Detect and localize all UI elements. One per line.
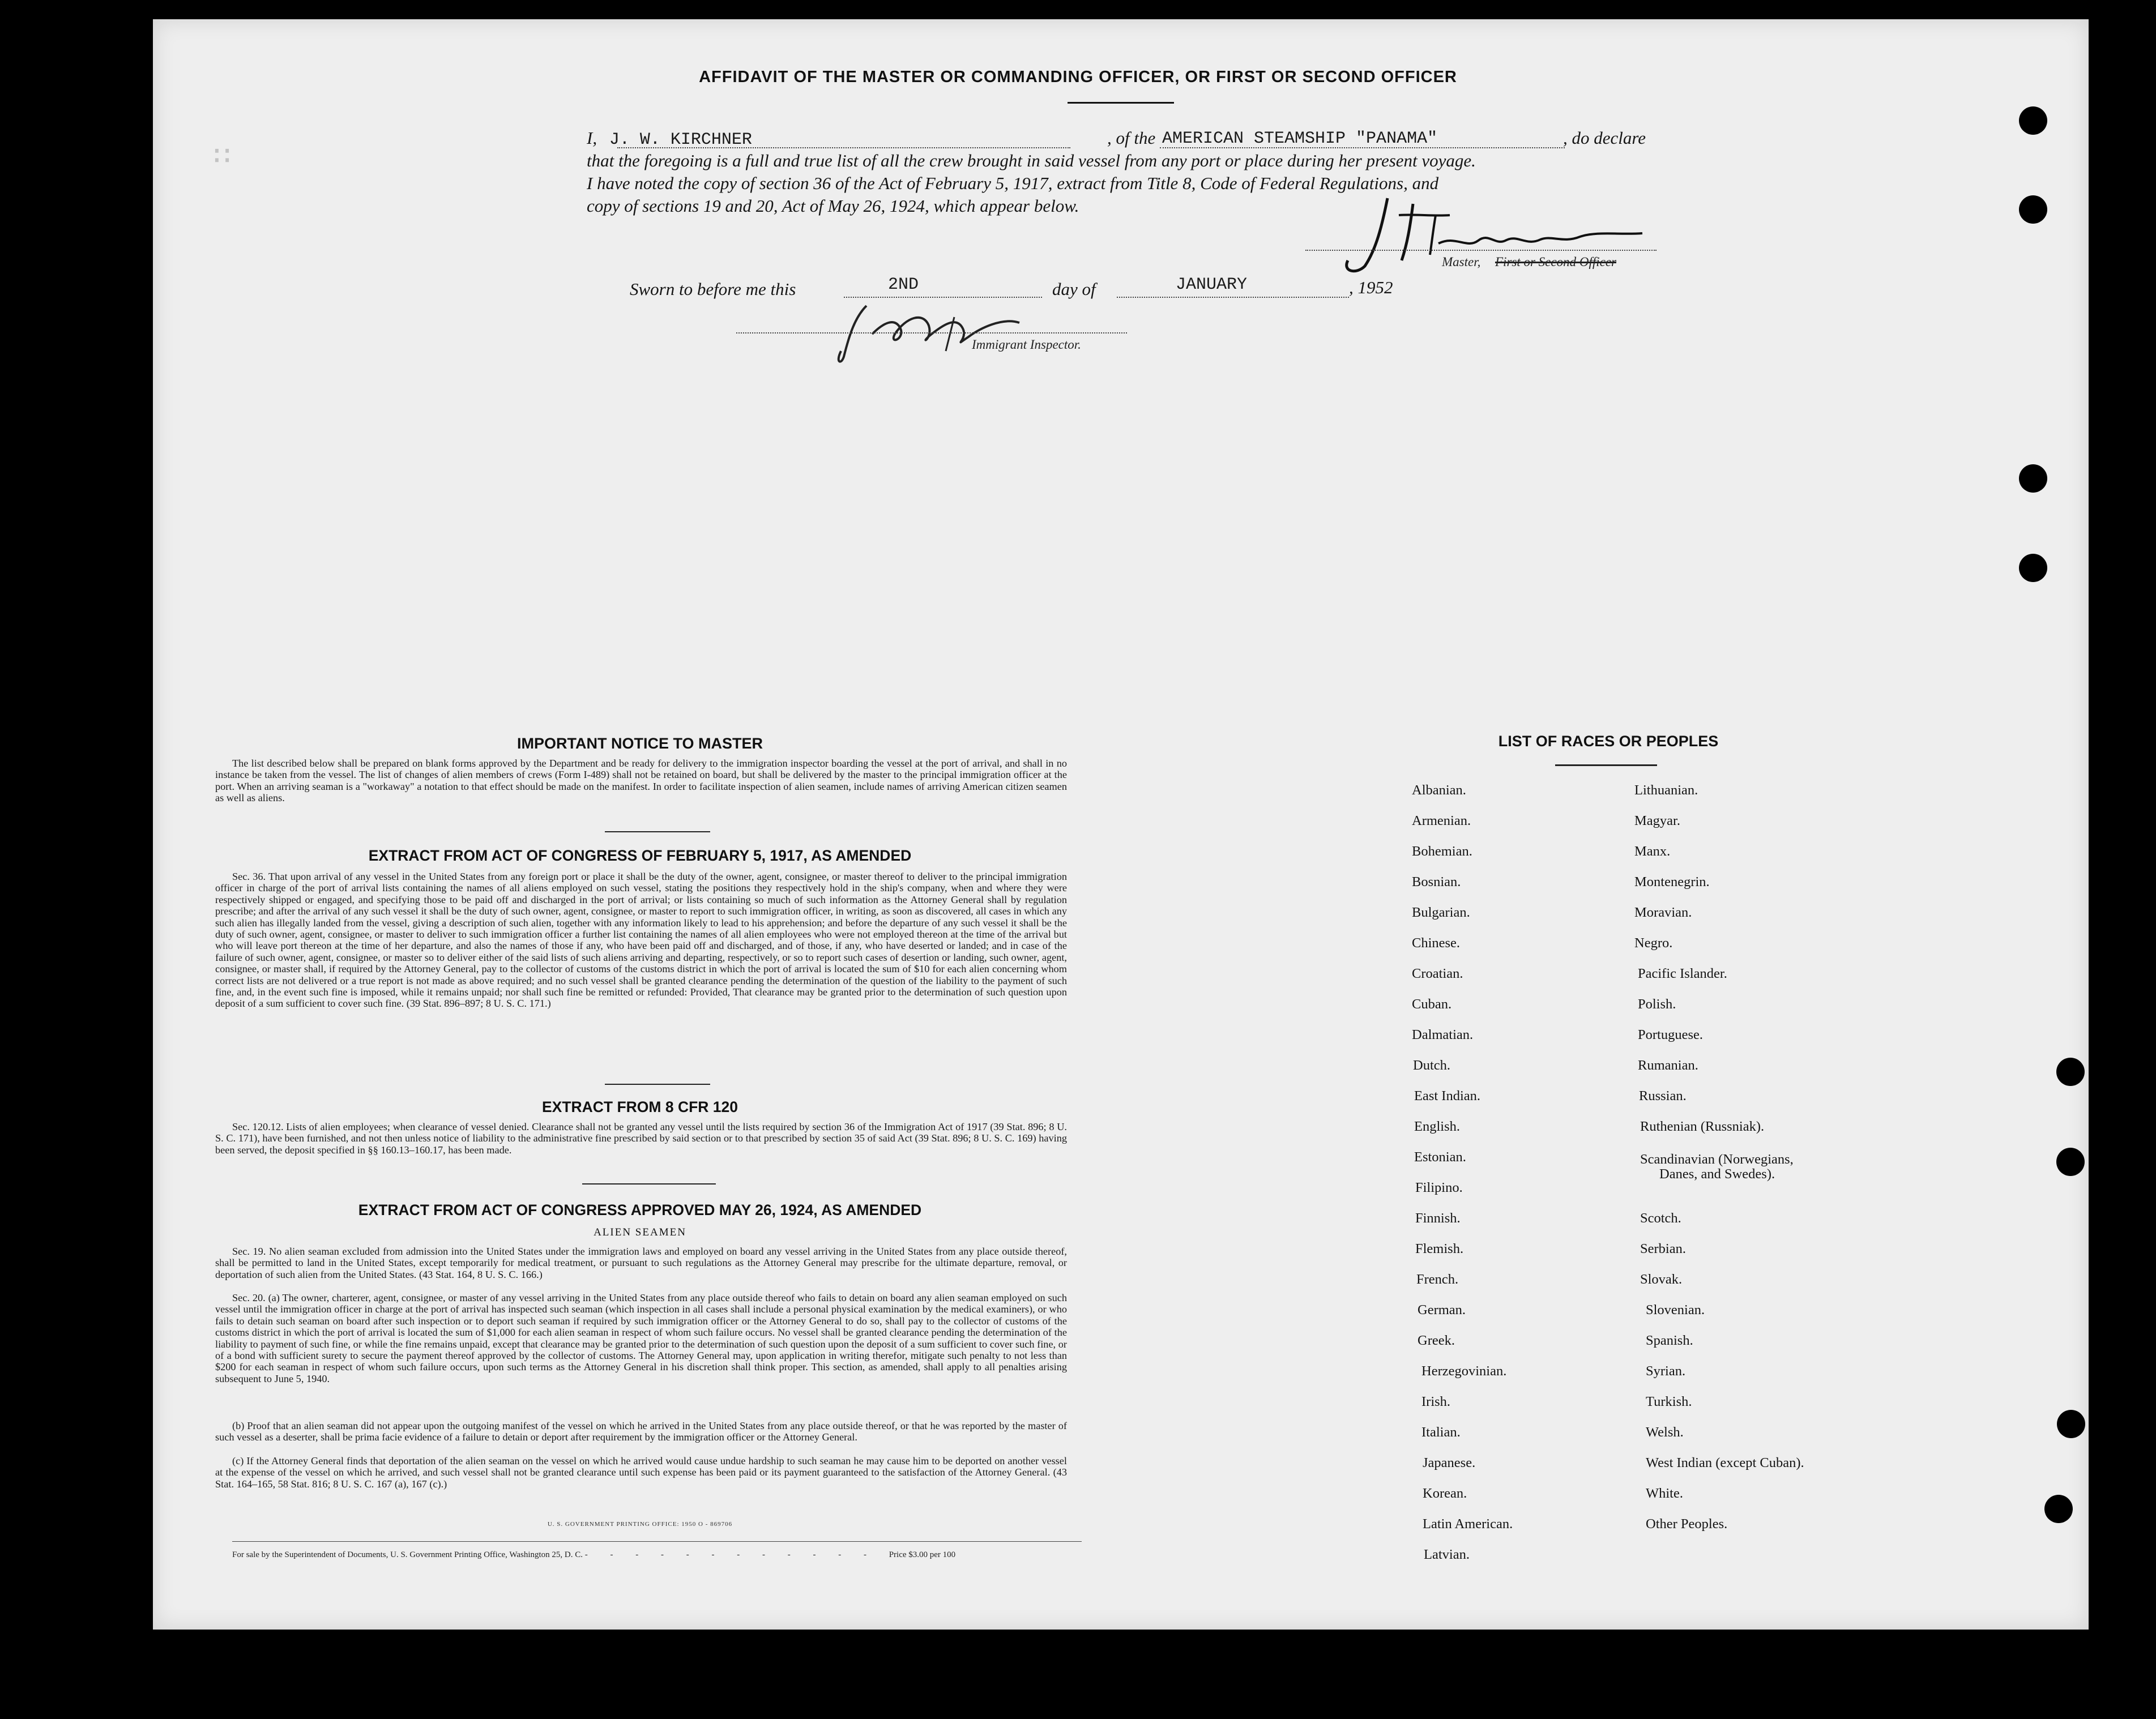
race-item: Croatian. [1412, 966, 1463, 981]
race-item: Magyar. [1634, 813, 1680, 828]
vessel-name: AMERICAN STEAMSHIP "PANAMA" [1162, 129, 1438, 148]
race-item: Scotch. [1640, 1211, 1681, 1226]
signature-line [736, 332, 1127, 333]
extract-1924-subtitle: ALIEN SEAMEN [594, 1226, 686, 1238]
affidavit-line-1-of: , of the [1107, 128, 1156, 148]
extract-cfr-body: Sec. 120.12. Lists of alien employees; when clearance of vessel denied. Clearance shall not be granted any vessel until the lists required by section 36 of the Immigration Act of 1917 (39 Stat. 896; 8 U. S. C. 171), have been furnished, and not then unless notice of liability to the administrative fine prescribed by said section or to that prescribed by section 35 of said Act (39 Stat. 896; 8 U. S. C. 169) having been served, the deposit specified in §§ 160.13–160.17, has been made. [215, 1121, 1067, 1156]
race-item: Chinese. [1412, 935, 1461, 951]
race-item: English. [1414, 1119, 1460, 1134]
footer: For sale by the Superintendent of Documents, U. S. Government Printing Office, Washington 25, D. C. - - - - - - - - - - - - Price $3.00 per 100 [232, 1550, 956, 1559]
race-item: Italian. [1421, 1425, 1461, 1440]
dotted-fill-line [617, 147, 1070, 148]
extract-1924-title: EXTRACT FROM ACT OF CONGRESS APPROVED MAY 26, 1924, AS AMENDED [358, 1201, 922, 1218]
dotted-fill-line [1160, 147, 1565, 148]
punch-hole [2019, 106, 2047, 135]
signature-line [1305, 250, 1657, 251]
race-item: White. [1646, 1486, 1683, 1501]
divider [582, 1183, 716, 1185]
punch-hole [2019, 464, 2047, 493]
race-item: Montenegrin. [1634, 874, 1710, 890]
race-item: Rumanian. [1638, 1058, 1698, 1073]
race-item: Spanish. [1646, 1333, 1693, 1348]
race-item: Dutch. [1413, 1058, 1450, 1073]
notice-body: The list described below shall be prepared on blank forms approved by the Department and be ready for delivery to the immigration inspector boarding the vessel at the port of arrival, and shall in no instance be taken from the vessel. The list of changes of alien members of crews (Form I-489) shall not be retained on board, but shall be delivered by the master to the principal immigration officer at the port. When an arriving seaman is a "workaway" a notation to that effect should be made on the manifest. In order to facilitate inspection of alien seamen, include names of arriving American citizen seamen as well as aliens. [215, 758, 1067, 804]
race-item: Danes, and Swedes). [1659, 1166, 1775, 1182]
divider [1555, 764, 1657, 766]
race-item: Ruthenian (Russniak). [1640, 1119, 1765, 1134]
dotted-fill-line [1117, 297, 1349, 298]
race-item: Korean. [1423, 1486, 1467, 1501]
race-item: Flemish. [1415, 1241, 1464, 1256]
divider [605, 1084, 710, 1085]
race-item: West Indian (except Cuban). [1646, 1455, 1804, 1470]
race-item: Armenian. [1412, 813, 1471, 828]
affidavit-title: AFFIDAVIT OF THE MASTER OR COMMANDING OFFICER, OR FIRST OR SECOND OFFICER [699, 68, 1457, 86]
race-item: Manx. [1634, 844, 1671, 859]
race-item: Portuguese. [1638, 1027, 1703, 1042]
race-item: Japanese. [1423, 1455, 1476, 1470]
sworn-month: JANUARY [1176, 275, 1248, 294]
race-item: East Indian. [1414, 1088, 1481, 1104]
affidavit-line-1-declare: , do declare [1563, 128, 1646, 148]
race-item: Russian. [1639, 1088, 1687, 1104]
sworn-day: 2ND [888, 275, 919, 294]
race-item: Estonian. [1414, 1149, 1466, 1165]
sworn-label: Sworn to before me this [630, 279, 796, 299]
punch-hole [2057, 1410, 2085, 1438]
section-19-body: Sec. 19. No alien seaman excluded from admission into the United States under the immigration laws and employed on board any vessel arriving in the United States from any place outside thereof, shall be permitted to land in the United States, except temporarily for medical treatment, or pursuant to such regulations as the Attorney General may prescribe for the ultimate departure, removal, or deportation of such alien from the United States. (43 Stat. 164, 8 U. S. C. 166.) [215, 1246, 1067, 1280]
race-item: Greek. [1418, 1333, 1455, 1348]
races-title: LIST OF RACES OR PEOPLES [1498, 733, 1719, 750]
inspector-label: Immigrant Inspector. [972, 337, 1081, 352]
section-20a-body: Sec. 20. (a) The owner, charterer, agent, consignee, or master of any vessel arriving in the United States from any place outside thereof who fails to detain on board any alien seaman employed on such vessel until the immigration officer in charge at the port of arrival has inspected such seaman (which inspection in all cases shall include a personal physical examination by the medical examiners), or who fails to detain such seaman on board after such inspection or to deport such seaman if required by such immigration officer or the Attorney General to do so, shall pay to the collector of customs of the customs district in which the port of arrival is located the sum of $1,000 for each alien seaman in respect of whom such failure occurs. No vessel shall be granted clearance pending the determination of the liability to payment of such fine, or while the fine remains unpaid, except that clearance may be granted prior to the determination of such question upon the deposit of a sum sufficient to cover such fine, or of a bond with sufficient surety to secure the payment thereof approved by the collector of customs. The Attorney General may, upon application in writing therefor, mitigate such penalty to not less than $200 for each seaman in respect of whom such failure occurs, upon such terms as the Attorney General in his discretion shall think proper. This section, as amended, shall apply to all penalties arising subsequent to June 5, 1940. [215, 1292, 1067, 1384]
punch-hole [2056, 1058, 2085, 1086]
master-label: Master, [1442, 255, 1481, 269]
inspector-signature [832, 294, 1070, 368]
race-item: Finnish. [1415, 1211, 1461, 1226]
sworn-year: , 1952 [1349, 277, 1393, 297]
struck-officer-label: First or Second Officer [1495, 255, 1616, 269]
race-item: Scandinavian (Norwegians, [1640, 1152, 1794, 1167]
notice-title: IMPORTANT NOTICE TO MASTER [517, 735, 763, 752]
footer-price: Price $3.00 per 100 [889, 1550, 956, 1559]
affidavit-line-3: I have noted the copy of section 36 of the Act of February 5, 1917, extract from Title 8, Code of Federal Regulations, and [587, 173, 1439, 193]
race-item: Slovak. [1640, 1272, 1683, 1287]
divider [232, 1541, 1082, 1542]
document-page [153, 19, 2089, 1630]
affidavit-line-1: I, J. W. KIRCHNER [587, 128, 752, 149]
race-item: Negro. [1634, 935, 1673, 951]
bleed-through-mark: ∷ [214, 142, 232, 170]
divider [605, 831, 710, 832]
race-item: Cuban. [1412, 997, 1452, 1012]
race-item: Syrian. [1646, 1363, 1686, 1379]
race-item: Serbian. [1640, 1241, 1686, 1256]
race-item: Other Peoples. [1646, 1516, 1728, 1532]
extract-cfr-title: EXTRACT FROM 8 CFR 120 [541, 1098, 738, 1115]
race-item: Polish. [1638, 997, 1676, 1012]
race-item: Latvian. [1424, 1547, 1470, 1562]
punch-hole [2019, 554, 2047, 582]
officer-name: J. W. KIRCHNER [609, 130, 752, 149]
race-item: Bosnian. [1412, 874, 1461, 890]
race-item: Moravian. [1634, 905, 1692, 920]
race-item: Welsh. [1646, 1425, 1684, 1440]
section-20c-body: (c) If the Attorney General finds that deportation of the alien seaman on the vessel on which he arrived would cause undue hardship to such seaman he may cause him to be deported on another vessel at the expense of the vessel on which he arrived, and such vessel shall not be granted clearance until such expense has been paid or its payment guaranteed to the satisfaction of the Attorney General. (43 Stat. 164–165, 58 Stat. 816; 8 U. S. C. 167 (a), 167 (c).) [215, 1455, 1067, 1490]
footer-sale-text: For sale by the Superintendent of Documents, U. S. Government Printing Office, Washington 25, D. C. [232, 1550, 583, 1559]
divider [1068, 102, 1174, 104]
race-item: Herzegovinian. [1421, 1363, 1507, 1379]
race-item: Dalmatian. [1412, 1027, 1474, 1042]
race-item: Slovenian. [1646, 1302, 1705, 1318]
race-item: Bulgarian. [1412, 905, 1470, 920]
gpo-imprint: U. S. GOVERNMENT PRINTING OFFICE: 1950 O - 869706 [547, 1521, 733, 1528]
race-item: Bohemian. [1412, 844, 1472, 859]
punch-hole [2056, 1148, 2085, 1176]
affidavit-line-2: that the foregoing is a full and true list of all the crew brought in said vessel from any port or place during her present voyage. [587, 151, 1476, 170]
race-item: Filipino. [1415, 1180, 1463, 1195]
race-item: Latin American. [1423, 1516, 1513, 1532]
extract-1917-title: EXTRACT FROM ACT OF CONGRESS OF FEBRUARY 5, 1917, AS AMENDED [368, 847, 912, 864]
race-item: Lithuanian. [1634, 782, 1698, 798]
race-item: Turkish. [1646, 1394, 1692, 1409]
punch-hole [2044, 1495, 2073, 1523]
race-item: Irish. [1421, 1394, 1451, 1409]
extract-1917-body: Sec. 36. That upon arrival of any vessel in the United States from any foreign port or place it shall be the duty of the owner, agent, consignee, or master thereof to deliver to the principal immigration officer in charge of the port of arrival lists containing the names of all aliens employed on such vessel, stating the positions they respectively hold in the ship's company, when and where they were respectively shipped or engaged, and specifying those to be paid off and discharged in the port of arrival; or lists containing so much of such information as the Attorney General shall by regulation prescribe; and after the arrival of any such vessel it shall be the duty of such owner, agent, consignee, or master to report to such immigration officer, in writing, as soon as discovered, all cases in which any such alien has illegally landed from the vessel, giving a description of such alien, together with any information likely to lead to his apprehension; and before the departure of any such vessel it shall be the duty of such owner, agent, consignee, or master to deliver to such immigration officer a further list containing the names of all alien employees who were not employed thereon at the time of the arrival but who will leave port thereon at the time of her departure, and also the names of those if any, who have been paid off and discharged, and of those, if any, who have deserted or landed; and in case of the failure of such owner, agent, consignee, or master so to deliver either of the said lists of such aliens arriving and departing, respectively, or so to report such cases of desertion or landing, such owner, agent, consignee, or master shall, if required by the Attorney General, pay to the collector of customs of the customs district in which the port of arrival is located the sum of $10 for each alien concerning whom correct lists are not delivered or a true report is not made as above required; and no such vessel shall be granted clearance pending the determination of the question of the liability to the payment of such fine, and, in the event such fine is imposed, while it remains unpaid; nor shall such fine be remitted or refunded: Provided, That clearance may be granted prior to the determination of such question upon deposit of a sum sufficient to cover such fine. (39 Stat. 896–897; 8 U. S. C. 171.) [215, 871, 1067, 1010]
punch-hole [2019, 195, 2047, 224]
affidavit-line-4: copy of sections 19 and 20, Act of May 26, 1924, which appear below. [587, 196, 1079, 216]
race-item: Pacific Islander. [1638, 966, 1727, 981]
section-20b-body: (b) Proof that an alien seaman did not appear upon the outgoing manifest of the vessel on which he arrived in the United States from any place outside thereof, or that he was reported by the master of such vessel as a deserter, shall be prima facie evidence of a failure to detain or deport after requirement by the immigration officer or the Attorney General. [215, 1420, 1067, 1443]
sworn-day-of: day of [1052, 279, 1096, 299]
race-item: French. [1416, 1272, 1459, 1287]
race-item: German. [1418, 1302, 1466, 1318]
race-item: Albanian. [1412, 782, 1466, 798]
